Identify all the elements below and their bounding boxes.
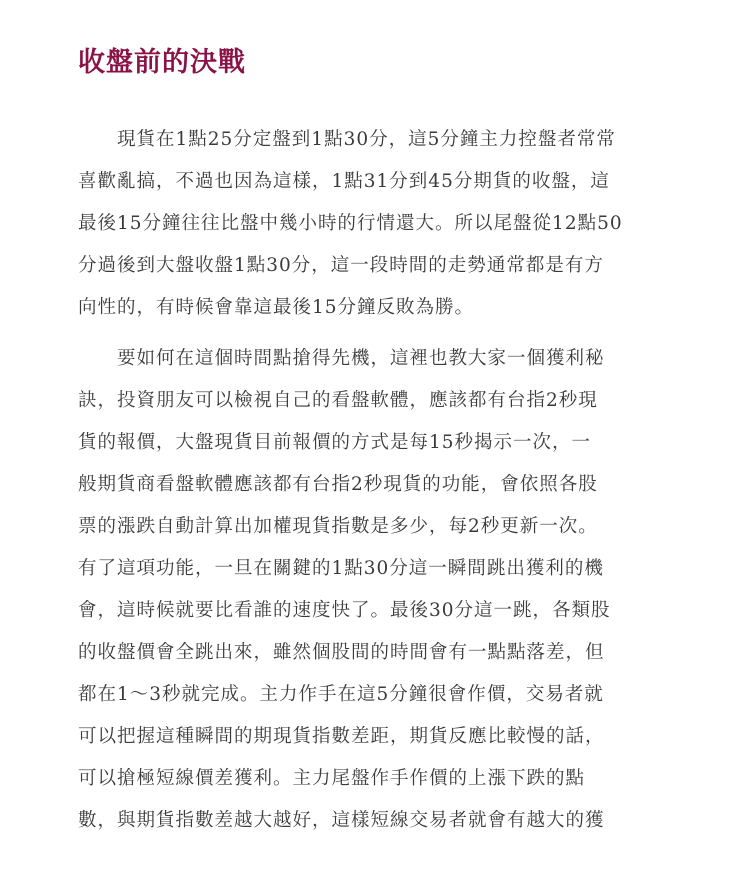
paragraph-line: 般期貨商看盤軟體應該都有台指2秒現貨的功能，會依照各股 xyxy=(78,474,598,495)
paragraph-line: 貨的報價，大盤現貨目前報價的方式是每15秒揭示一次，一 xyxy=(78,432,592,453)
paragraph-line: 都在1～3秒就完成。主力作手在這5分鐘很會作價，交易者就 xyxy=(78,684,604,705)
paragraph-line: 喜歡亂搞，不過也因為這樣，1點31分到45分期貨的收盤，這 xyxy=(78,171,610,192)
paragraph-1 xyxy=(78,119,678,329)
paragraph-line: 可以把握這種瞬間的期現貨指數差距，期貨反應比較慢的話， xyxy=(78,726,605,747)
paragraph-line: 訣，投資朋友可以檢視自己的看盤軟體，應該都有台指2秒現 xyxy=(78,390,598,411)
paragraph-line: 有了這項功能，一旦在關鍵的1點30分這一瞬間跳出獲利的機 xyxy=(78,558,604,579)
paragraph-line: 現貨在1點25分定盤到1點30分，這5分鐘主力控盤者常常 xyxy=(78,129,616,150)
paragraph-line: 要如何在這個時間點搶得先機，這裡也教大家一個獲利秘 xyxy=(78,348,605,369)
paragraph-line: 最後15分鐘往往比盤中幾小時的行情還大。所以尾盤從12點50 xyxy=(78,213,623,234)
paragraph-line: 可以搶極短線價差獲利。主力尾盤作手作價的上漲下跌的點 xyxy=(78,768,586,789)
article-title: 收盤前的決戰 xyxy=(78,47,246,78)
paragraph-line: 數，與期貨指數差越大越好，這樣短線交易者就會有越大的獲 xyxy=(78,810,605,831)
paragraph-line: 會，這時候就要比看誰的速度快了。最後30分這一跳，各類股 xyxy=(78,600,611,621)
paragraph-line: 分過後到大盤收盤1點30分，這一段時間的走勢通常都是有方 xyxy=(78,255,604,276)
paragraph-line: 票的漲跌自動計算出加權現貨指數是多少，每2秒更新一次。 xyxy=(78,516,598,537)
paragraph-2 xyxy=(78,338,678,842)
paragraph-line: 的收盤價會全跳出來，雖然個股間的時間會有一點點落差，但 xyxy=(78,642,605,663)
paragraph-line: 向性的，有時候會靠這最後15分鐘反敗為勝。 xyxy=(78,297,475,318)
